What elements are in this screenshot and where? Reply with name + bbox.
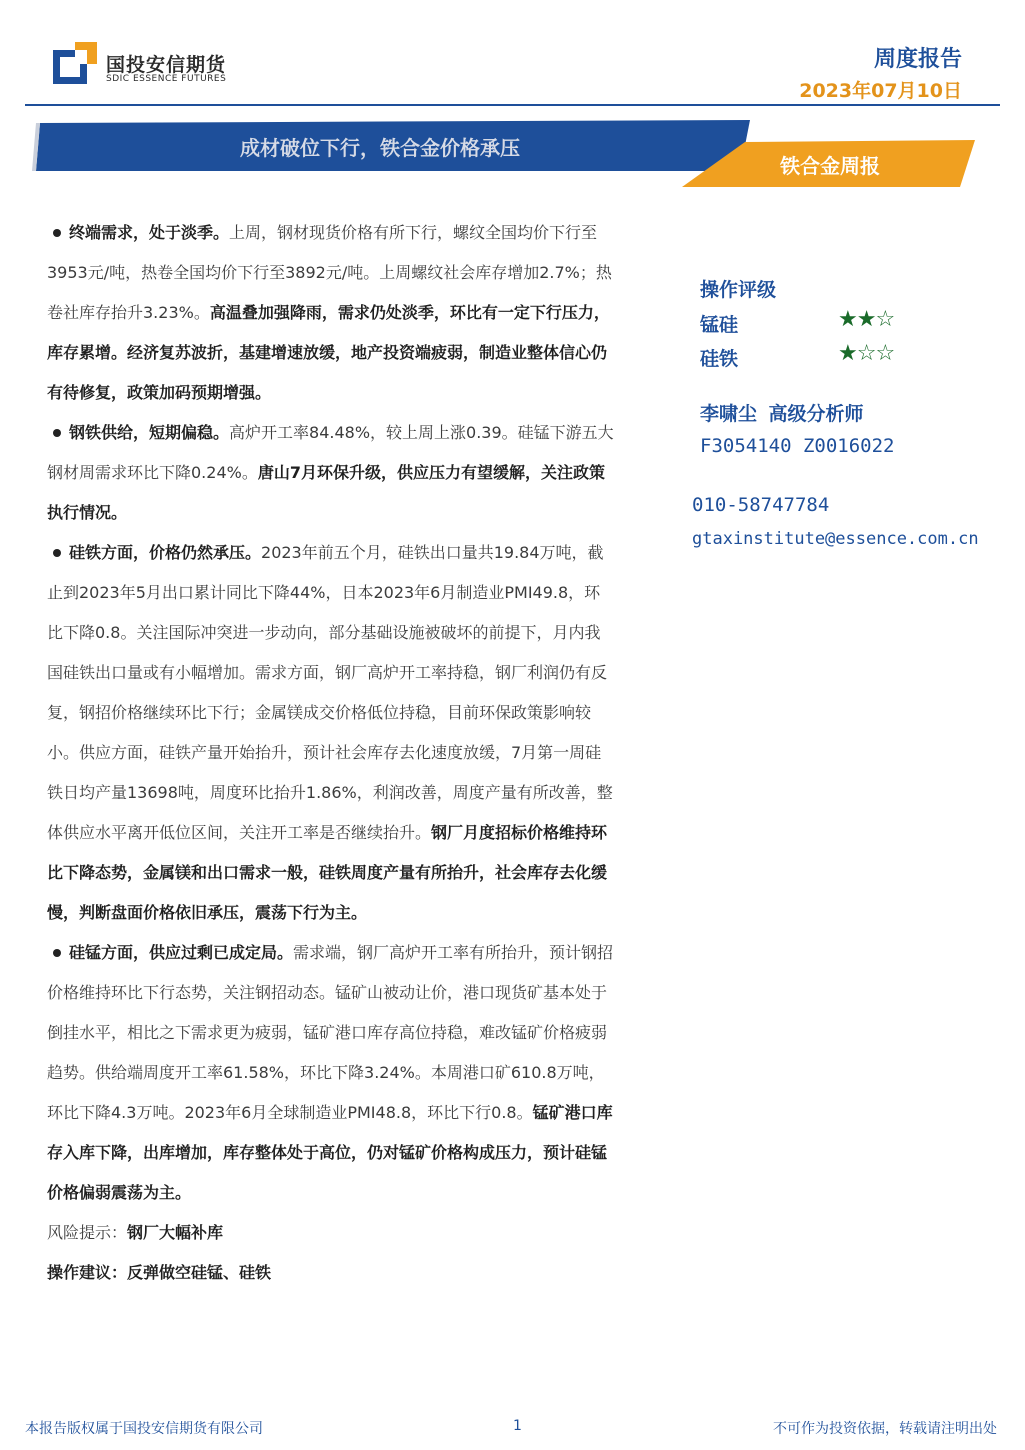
report-body bbox=[47, 213, 615, 1293]
report-category-tag: 铁合金周报 bbox=[780, 154, 880, 178]
demand-text: 上周，钢材现货价格有所下行，螺纹全国均价下行至3953元/吨，热卷全国均价下行至3892元/吨。上周螺纹社会库存增加2.7%；热卷社库存抬升3.23%。 bbox=[47, 223, 612, 322]
paragraph-ferrosilicon bbox=[47, 533, 615, 933]
paragraph-demand bbox=[47, 213, 615, 413]
star-rating-silicomanganese: ★★☆ bbox=[838, 307, 895, 332]
risk-value: 钢厂大幅补库 bbox=[127, 1223, 224, 1242]
ferrosilicon-conclusion: 钢厂月度招标价格维持环比下降态势，金属镁和出口需求一般，硅铁周度产量有所抬升，社会库存去化缓慢，判断盘面价格依旧承压，震荡下行为主。 bbox=[47, 823, 608, 922]
paragraph-steel-supply bbox=[47, 413, 615, 533]
advice-value: 反弹做空硅锰、硅铁 bbox=[127, 1263, 272, 1282]
advice-line bbox=[47, 1253, 615, 1293]
analyst-name: 李啸尘 高级分析师 bbox=[700, 403, 864, 425]
ferrosilicon-text: 2023年前五个月，硅铁出口量共19.84万吨，截止到2023年5月出口累计同比下降44%，日本2023年6月制造业PMI49.8，环比下降0.8。关注国际冲突进一步动向，部分基础设施被破坏的前提下，月内我国硅铁出口量或有小幅增加。需求方面，钢厂高炉开工率持稳，钢厂利润仍有反复，钢招价格继续环比下行；金属镁成交价格低位持稳，目前环保政策影响较小。供应方面，硅铁产量开始抬升，预计社会库存去化速度放缓，7月第一周硅铁日均产量13698吨，周度环比抬升1.86%，利润改善，周度产量有所改善，整体供应水平离开低位区间，关注开工率是否继续抬升。 bbox=[47, 543, 613, 842]
rating-name-ferrosilicon: 硅铁 bbox=[700, 348, 739, 370]
ferrosilicon-heading: 硅铁方面，价格仍然承压。 bbox=[69, 543, 262, 562]
bullet-icon bbox=[53, 549, 61, 557]
header-divider bbox=[25, 104, 1000, 106]
silicomanganese-conclusion: 锰矿港口库存入库下降，出库增加，库存整体处于高位，仍对锰矿价格构成压力，预计硅锰价格偏弱震荡为主。 bbox=[47, 1103, 613, 1202]
analyst-certificate: F3054140 Z0016022 bbox=[700, 435, 895, 457]
star-rating-ferrosilicon: ★☆☆ bbox=[838, 341, 895, 366]
bullet-icon bbox=[53, 229, 61, 237]
steel-text: 高炉开工率84.48%，较上周上涨0.39。硅锰下游五大钢材周需求环比下降0.24%。 bbox=[47, 423, 614, 482]
demand-conclusion: 高温叠加强降雨，需求仍处淡季，环比有一定下行压力，库存累增。经济复苏波折，基建增速放缓，地产投资端疲弱，制造业整体信心仍有待修复，政策加码预期增强。 bbox=[47, 303, 610, 402]
rating-heading: 操作评级 bbox=[700, 279, 777, 301]
report-type: 周度报告 bbox=[873, 47, 962, 72]
risk-label: 风险提示： bbox=[47, 1223, 128, 1242]
demand-heading: 终端需求，处于淡季。 bbox=[69, 223, 230, 242]
steel-conclusion: 唐山7月环保升级，供应压力有望缓解，关注政策执行情况。 bbox=[47, 463, 605, 522]
footer-copyright: 本报告版权属于国投安信期货有限公司 bbox=[25, 1421, 263, 1437]
report-date: 2023年07月10日 bbox=[799, 80, 962, 102]
silicomanganese-text: 需求端，钢厂高炉开工率有所抬升，预计钢招价格维持环比下行态势，关注钢招动态。锰矿山被动让价，港口现货矿基本处于倒挂水平，相比之下需求更为疲弱，锰矿港口库存高位持稳，难改锰矿价格疲弱趋势。供给端周度开工率61.58%，环比下降3.24%。本周港口矿610.8万吨，环比下降4.3万吨。2023年6月全球制造业PMI48.8，环比下行0.8。 bbox=[47, 943, 614, 1122]
page-number: 1 bbox=[513, 1418, 522, 1434]
logo-english-name: SDIC ESSENCE FUTURES bbox=[106, 74, 227, 84]
company-logo-icon bbox=[53, 42, 97, 84]
report-headline: 成材破位下行，铁合金价格承压 bbox=[240, 136, 520, 160]
silicomanganese-heading: 硅锰方面，供应过剩已成定局。 bbox=[69, 943, 294, 962]
rating-name-silicomanganese: 锰硅 bbox=[700, 314, 739, 336]
bullet-icon bbox=[53, 429, 61, 437]
footer-disclaimer: 不可作为投资依据，转载请注明出处 bbox=[773, 1421, 997, 1437]
logo-chinese-name: 国投安信期货 bbox=[106, 54, 227, 76]
steel-heading: 钢铁供给，短期偏稳。 bbox=[69, 423, 230, 442]
paragraph-silicomanganese bbox=[47, 933, 615, 1213]
contact-phone: 010-58747784 bbox=[692, 494, 830, 516]
bullet-icon bbox=[53, 949, 61, 957]
risk-line bbox=[47, 1213, 615, 1253]
advice-label: 操作建议： bbox=[47, 1263, 128, 1282]
contact-email[interactable]: gtaxinstitute@essence.com.cn bbox=[692, 529, 979, 549]
